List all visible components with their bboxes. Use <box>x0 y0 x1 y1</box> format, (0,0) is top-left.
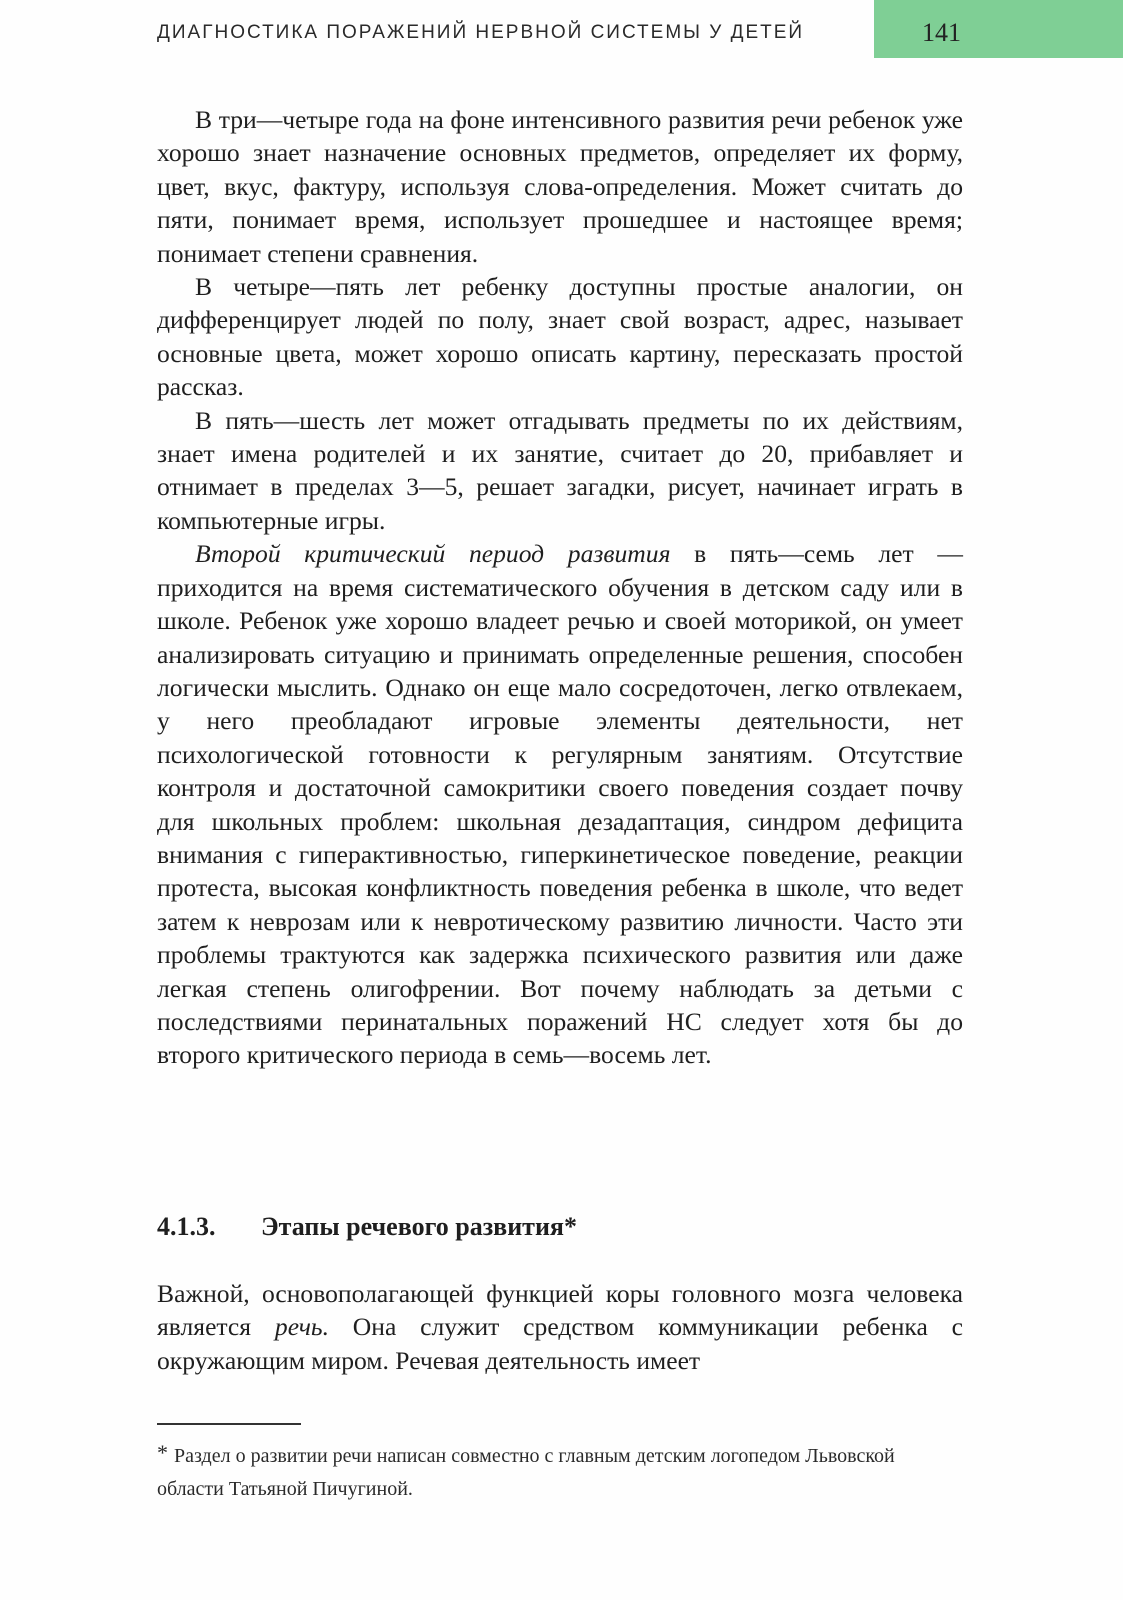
paragraph-critical-period-text: в пять—семь лет — приходится на время систематического обучения в детском саду или в школе. Ребенок уже хорошо владеет речью и своей моторикой, он умеет анализировать ситуацию и принимать определенные решения, способен логически мыслить. Однако он еще мало сосредоточен, легко отвлекаем, у него преобладают игровые элементы деятельности, нет психологической готовности к регулярным занятиям. Отсутствие контроля и достаточной самокритики своего поведения создает почву для школьных проблем: школьная дезадаптация, синдром дефицита внимания с гиперактивностью, гиперкинетическое поведение, реакции протеста, высокая конфликтность поведения ребенка в школе, что ведет затем к неврозам или к невротическому развитию личности. Часто эти проблемы трактуются как задержка психического развития или даже легкая степень олигофрении. Вот почему наблюдать за детьми с последствиями перинатальных поражений НС следует хотя бы до второго критического периода в семь—восемь лет. <box>157 539 963 1070</box>
paragraph-age-4-5: В четыре—пять лет ребенку доступны простые аналогии, он дифференцирует людей по полу, знает свой возраст, адрес, называет основные цвета, может хорошо описать картину, пересказать простой рассказ. <box>157 272 963 402</box>
page-number: 141 <box>922 18 961 47</box>
page-number-tab <box>874 0 1123 58</box>
footnote <box>157 1436 963 1506</box>
footnote-text: Раздел о развитии речи написан совместно с главным детским логопедом Львовской области Татьяной Пичугиной. <box>157 1445 895 1500</box>
section-heading <box>157 1212 963 1242</box>
section-title: Этапы речевого развития* <box>261 1212 577 1241</box>
paragraph-second-critical-period <box>157 537 963 1072</box>
paragraph-age-5-6: В пять—шесть лет может отгадывать предметы по их действиям, знает имена родителей и их занятие, считает до 20, прибавляет и отнимает в пределах 3—5, решает загадки, рисует, начинает играть в компьютерные игры. <box>157 405 963 535</box>
body-text <box>157 103 963 1072</box>
emphasis-speech: речь. <box>274 1312 329 1342</box>
section-text-start: Важной, основополагающей функцией коры головного мозга человека является <box>157 1279 963 1342</box>
footnote-divider <box>157 1423 301 1425</box>
section-text <box>157 1277 963 1377</box>
paragraph-age-3-4: В три—четыре года на фоне интенсивного развития речи ребенок уже хорошо знает назначение основных предметов, определяет их форму, цвет, вкус, фактуру, используя слова-определения. Может считать до пяти, понимает время, использует прошедшее и настоящее время; понимает степени сравнения. <box>157 105 963 268</box>
section-paragraph <box>157 1277 963 1377</box>
section-number: 4.1.3. <box>157 1212 216 1241</box>
section-text-end: Она служит средством коммуникации ребенка с окружающим миром. Речевая деятельность имеет <box>157 1312 963 1375</box>
emphasis-critical-period: Второй критический период развития <box>195 539 671 569</box>
footnote-mark: * <box>157 1440 168 1465</box>
running-title: ДИАГНОСТИКА ПОРАЖЕНИЙ НЕРВНОЙ СИСТЕМЫ У ДЕТЕЙ <box>157 22 805 43</box>
